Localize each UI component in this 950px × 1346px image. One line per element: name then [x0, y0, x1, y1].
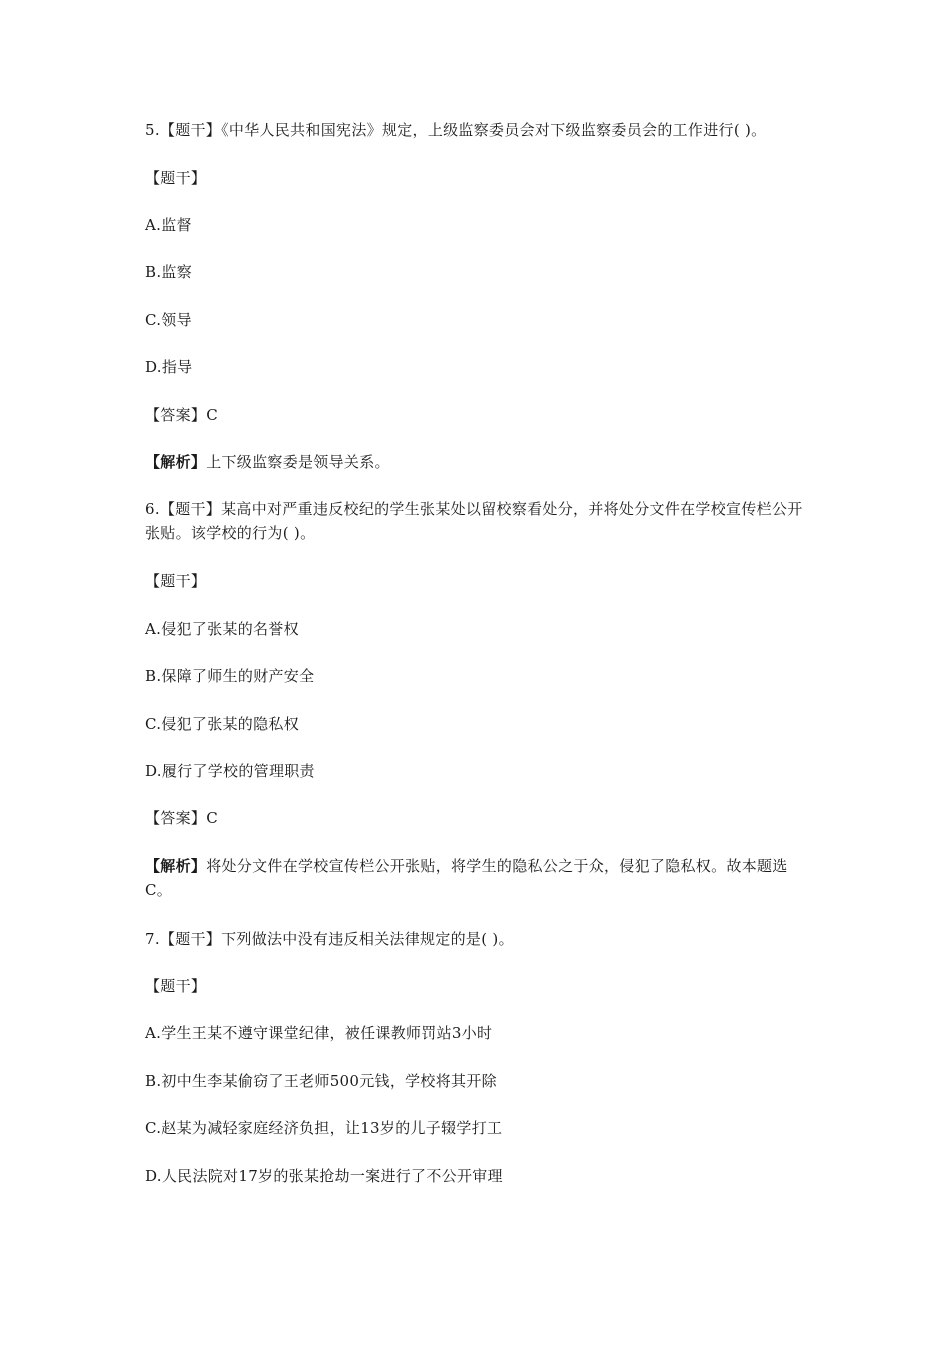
question-5-option-c: C.领导: [145, 311, 192, 329]
question-5-option-a: A.监督: [145, 216, 192, 234]
question-6-stem: 6.【题干】某高中对严重违反校纪的学生张某处以留校察看处分，并将处分文件在学校宣传栏公开张贴。该学校的行为( )。: [145, 500, 803, 542]
question-6-option-b: B.保障了师生的财产安全: [145, 667, 315, 685]
question-5-stem: 5.【题干】《中华人民共和国宪法》规定，上级监察委员会对下级监察委员会的工作进行( )。: [145, 121, 767, 139]
question-6-option-a: A.侵犯了张某的名誉权: [145, 620, 299, 638]
question-5-analysis: [145, 450, 390, 474]
question-7-option-a: A.学生王某不遵守课堂纪律，被任课教师罚站3小时: [145, 1024, 493, 1042]
question-6-option-d: D.履行了学校的管理职责: [145, 762, 315, 780]
question-7-stem-label: 【题干】: [145, 977, 207, 995]
answer-value: C: [206, 406, 218, 424]
question-6-analysis: [145, 854, 810, 902]
question-6-option-c: C.侵犯了张某的隐私权: [145, 715, 300, 733]
question-5-answer: [145, 403, 218, 427]
question-7-option-b: B.初中生李某偷窃了王老师500元钱，学校将其开除: [145, 1072, 497, 1090]
analysis-text: 将处分文件在学校宣传栏公开张贴，将学生的隐私公之于众，侵犯了隐私权。故本题选C。: [145, 857, 788, 899]
question-5-option-d: D.指导: [145, 358, 193, 376]
question-7-option-d: D.人民法院对17岁的张某抢劫一案进行了不公开审理: [145, 1167, 503, 1185]
answer-value: C: [206, 809, 218, 827]
question-5-stem-label: 【题干】: [145, 169, 207, 187]
answer-label: 【答案】: [145, 809, 207, 827]
question-7-option-c: C.赵某为减轻家庭经济负担，让13岁的儿子辍学打工: [145, 1119, 503, 1137]
analysis-text: 上下级监察委是领导关系。: [206, 453, 390, 471]
question-6-answer: [145, 806, 218, 830]
question-5-option-b: B.监察: [145, 263, 192, 281]
analysis-label: 【解析】: [145, 453, 207, 471]
analysis-label: 【解析】: [145, 857, 207, 875]
question-6-stem-label: 【题干】: [145, 572, 207, 590]
answer-label: 【答案】: [145, 406, 207, 424]
question-7-stem: 7.【题干】下列做法中没有违反相关法律规定的是( )。: [145, 930, 514, 948]
